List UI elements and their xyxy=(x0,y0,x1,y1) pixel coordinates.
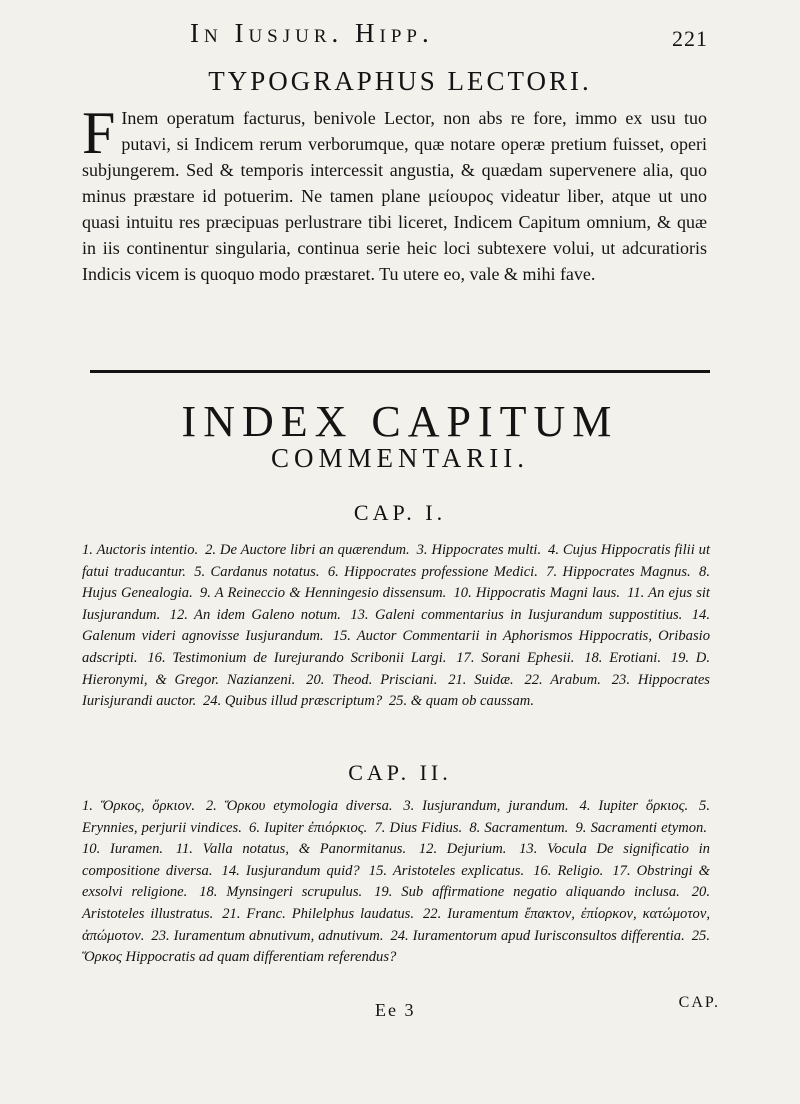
index-entry: 13. Vocula De significatio in compositione diversa. xyxy=(82,841,710,879)
index-entry: 21. Suidæ. xyxy=(448,671,514,688)
horizontal-rule xyxy=(90,370,710,373)
index-entry: 9. A Reineccio & Henningesio dissensum. xyxy=(199,585,447,602)
index-entry: 8. Sacramentum. xyxy=(469,819,569,836)
running-head: In Iusjur. Hipp. xyxy=(190,18,434,48)
index-entry: 1. Auctoris intentio. xyxy=(82,542,199,558)
index-entry: 10. Hippocratis Magni laus. xyxy=(453,585,620,602)
preface-paragraph xyxy=(82,100,707,287)
index-entry: 16. Religio. xyxy=(533,862,604,879)
index-entry: 4. Iupiter ὅρκιος. xyxy=(579,798,689,814)
preface-title: TYPOGRAPHUS LECTORI. xyxy=(208,66,592,96)
chapter-entries xyxy=(82,796,710,969)
chapter-heading: CAP. II. xyxy=(348,760,452,785)
index-entry: 12. Dejurium. xyxy=(418,841,507,858)
index-entry: 5. Cardanus notatus. xyxy=(194,563,320,580)
index-entry: 22. Arabum. xyxy=(524,671,601,688)
index-entry: 6. Iupiter ἐπιόρκιος. xyxy=(249,819,368,836)
chapter-heading: CAP. I. xyxy=(353,500,447,525)
index-entry: 5. Erynnies, perjurii vindices. xyxy=(82,798,710,836)
index-entry: 11. An ejus sit Iusjurandum. xyxy=(82,585,710,623)
index-entry: 17. Sorani Ephesii. xyxy=(456,649,575,666)
catchword: CAP. xyxy=(678,994,720,1011)
index-entry: 15. Auctor Commentarii in Aphorismos Hippocratis, Oribasio adscripti. xyxy=(82,628,710,666)
index-entry: 25. & quam ob caussam. xyxy=(388,693,534,710)
index-entry: 13. Galeni commentarius in Iusjurandum suppostitius. xyxy=(350,606,683,623)
index-entry: 3. Hippocrates multi. xyxy=(416,542,542,558)
index-entry: 3. Iusjurandum, jurandum. xyxy=(403,798,569,814)
index-entry: 16. Testimonium de Iurejurando Scribonii Largi. xyxy=(147,649,447,666)
index-entry: 2. Ὅρκου etymologia diversa. xyxy=(205,798,393,814)
index-entry: 20. Aristoteles illustratus. xyxy=(82,884,710,922)
index-entry: 23. Iuramentum abnutivum, adnutivum. xyxy=(151,927,384,944)
index-entry: 20. Theod. Prisciani. xyxy=(306,671,438,688)
index-entry: 17. Obstringi & exsolvi religione. xyxy=(82,862,710,901)
index-entry: 21. Franc. Philelphus laudatus. xyxy=(222,905,415,922)
index-entry: 11. Valla notatus, & Panormitanus. xyxy=(175,841,407,858)
index-entry: 6. Hippocrates professione Medici. xyxy=(327,563,538,580)
chapter-entries xyxy=(82,540,710,713)
index-entry: 7. Dius Fidius. xyxy=(374,819,463,836)
index-title: INDEX CAPITUM xyxy=(181,397,619,446)
dropcap-letter: F xyxy=(82,100,116,166)
index-entry: 1. Ὅρκος, ὅρκιον. xyxy=(82,798,195,814)
index-entry: 18. Mynsingeri scrupulus. xyxy=(199,884,363,901)
index-entry: 10. Iuramen. xyxy=(82,841,164,858)
index-entry: 25. Ὅρκος Hippocratis ad quam differentiam referendus? xyxy=(82,927,710,966)
index-entry: 24. Iuramentorum apud Iurisconsultos differentia. xyxy=(390,927,685,944)
index-entry: 19. D. Hieronymi, & Gregor. Nazianzeni. xyxy=(82,649,710,688)
preface-text: Inem operatum facturus, benivole Lector, non abs re fore, immo ex usu tuo putavi, si Indicem rerum verborumque, quæ notare operæ pretium fuisset, operi subjungerem. Sed & temporis intercessit angustia, & quædam supervenere alia, quo minus præstare id potuerim. Ne tamen plane μείουρος videatur liber, atque ut uno quasi intuitu res præcipuas perlustrare tibi liceret, Indicem Capitum omnium, & quæ in iis continentur singularia, continua serie heic loci subtexere volui, ut adcuratioris Indicis vicem is quoquo modo præstaret. Tu utere eo, vale & mihi fave. xyxy=(82,108,707,284)
index-entry: 24. Quibus illud præscriptum? xyxy=(202,693,383,710)
index-entry: 15. Aristoteles explicatus. xyxy=(368,862,525,879)
index-entry: 12. An idem Galeno notum. xyxy=(169,606,341,623)
index-entry: 4. Cujus Hippocratis filii ut fatui traducantur. xyxy=(82,542,710,580)
index-entry: 7. Hippocrates Magnus. xyxy=(546,563,691,580)
index-entry: 18. Erotiani. xyxy=(584,649,661,666)
index-entry: 23. Hippocrates Iurisjurandi auctor. xyxy=(82,671,710,710)
index-entry: 2. De Auctore libri an quærendum. xyxy=(205,542,410,558)
index-entry: 14. Iusjurandum quid? xyxy=(221,862,360,879)
index-entry: 22. Iuramentum ἔπακτον, ἐπίορκον, κατώμοτον, ἀπώμοτον. xyxy=(82,905,710,944)
index-entry: 8. Hujus Genealogia. xyxy=(82,563,710,602)
signature-mark: Ee 3 xyxy=(375,1000,416,1020)
index-entry: 9. Sacramenti etymon. xyxy=(575,819,707,836)
index-entry: 14. Galenum videri agnovisse Iusjurandum. xyxy=(82,606,710,645)
index-subtitle: COMMENTARII. xyxy=(270,443,530,473)
index-entry: 19. Sub affirmatione negatio aliquando inclusa. xyxy=(374,884,680,901)
page-number: 221 xyxy=(672,26,708,51)
